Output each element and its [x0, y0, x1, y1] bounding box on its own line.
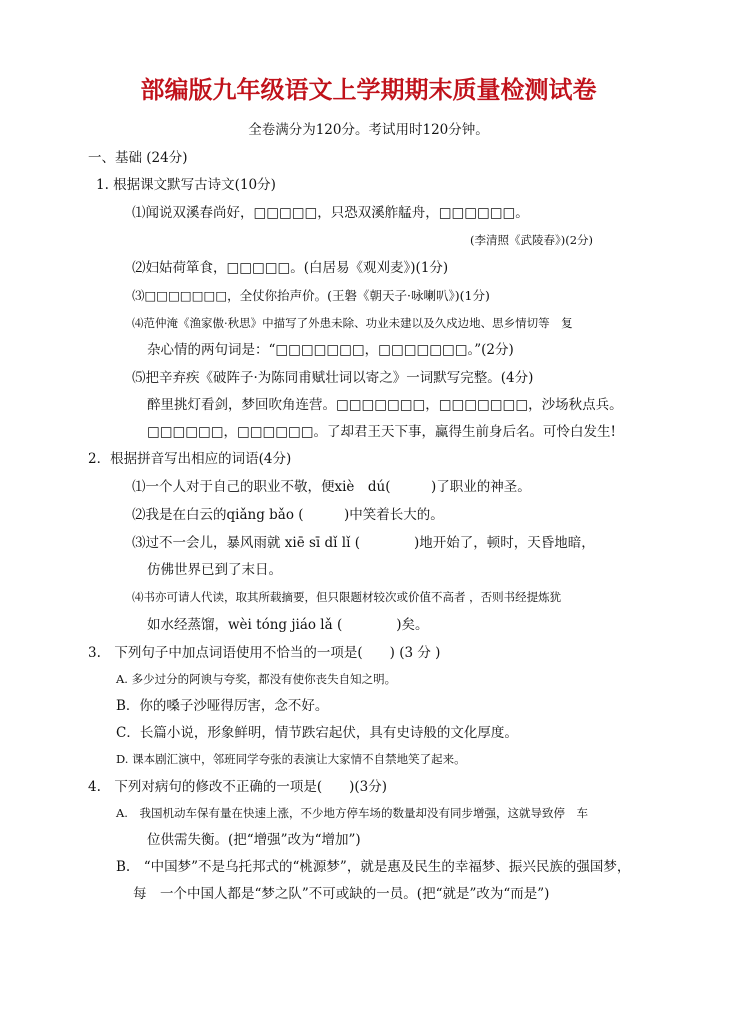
- question-1-line-4a: ⑷范仲淹《渔家傲·秋思》中描写了外患未除、功业未建以及久戍边地、思乡情切等 复: [132, 316, 573, 330]
- question-2-line-2: ⑵我是在白云的qiǎng bǎo ( )中笑着长大的。: [132, 507, 444, 523]
- question-4-stem: 4. 下列对病句的修改不正确的一项是( )(3分): [88, 779, 388, 795]
- page-title: 部编版九年级语文上学期期末质量检测试卷: [140, 76, 597, 104]
- question-1-line-1-source: (李清照《武陵春》)(2分): [470, 233, 594, 247]
- question-2-line-3b: 仿佛世界已到了末日。: [147, 562, 282, 578]
- question-1-line-1: ⑴闻说双溪春尚好，□□□□□，只恐双溪舴艋舟，□□□□□□。: [132, 205, 529, 221]
- question-3-option-d: D. 课本剧汇演中，邻班同学夸张的表演让大家情不自禁地笑了起来。: [116, 752, 466, 766]
- question-3-option-a: A. 多少过分的阿谀与夸奖，都没有使你丧失自知之明。: [116, 672, 397, 686]
- question-1-line-5a: ⑸把辛弃疾《破阵子·为陈同甫赋壮词以寄之》一词默写完整。(4分): [132, 370, 534, 386]
- question-4-option-a-1: A. 我国机动车保有量在快速上涨，不少地方停车场的数量却没有同步增强，这就导致停 车: [116, 806, 588, 820]
- question-2-line-4a: ⑷书亦可请人代读，取其所载摘要，但只限题材较次或价值不高者 ，否则书经提炼犹: [132, 590, 562, 604]
- exam-instructions: 全卷满分为120分。考试用时120分钟。: [248, 122, 489, 138]
- question-3-option-b: B．你的嗓子沙哑得厉害，念不好。: [116, 698, 329, 714]
- question-2-line-4b: 如水经蒸馏，wèi tóng jiáo lǎ ( )矣。: [147, 617, 429, 633]
- question-2-line-3a: ⑶过不一会儿，暴风雨就 xiē sī dǐ lǐ ( )地开始了，顿时，天昏地暗，: [132, 535, 595, 551]
- question-2-stem: 2．根据拼音写出相应的词语(4分): [88, 451, 292, 467]
- question-3-stem: 3. 下列句子中加点词语使用不恰当的一项是( ) (3 分 ): [88, 645, 441, 661]
- question-1-line-5c: □□□□□□，□□□□□□。了却君王天下事，赢得生前身后名。可怜白发生!: [147, 424, 616, 440]
- question-1-line-2: ⑵妇姑荷箪食，□□□□□。(白居易《观刈麦》)(1分): [132, 260, 449, 276]
- question-4-option-b-2: 每 一个中国人都是“梦之队”不可或缺的一员。(把“就是”改为“而是”): [133, 886, 550, 902]
- question-3-option-c: C．长篇小说，形象鲜明，情节跌宕起伏，具有史诗般的文化厚度。: [116, 725, 518, 741]
- question-4-option-b-1: B. “中国梦”不是乌托邦式的“桃源梦”，就是惠及民生的幸福梦、振兴民族的强国梦，: [116, 859, 631, 875]
- question-1-stem: 1. 根据课文默写古诗文(10分): [96, 177, 276, 193]
- question-2-line-1: ⑴一个人对于自己的职业不敬，便xiè dú( )了职业的神圣。: [132, 479, 531, 495]
- question-4-option-a-2: 位供需失衡。(把“增强”改为“增加”): [147, 832, 361, 848]
- question-1-line-5b: 醉里挑灯看剑，梦回吹角连营。□□□□□□□，□□□□□□□，沙场秋点兵。: [147, 397, 623, 413]
- question-1-line-3: ⑶□□□□□□□，全仗你抬声价。(王磐《朝天子·咏喇叭》)(1分): [132, 288, 490, 303]
- question-1-line-4b: 杂心情的两句词是：“□□□□□□□，□□□□□□□。”(2分): [147, 342, 514, 358]
- section-heading: 一、基础 (24分): [88, 150, 188, 166]
